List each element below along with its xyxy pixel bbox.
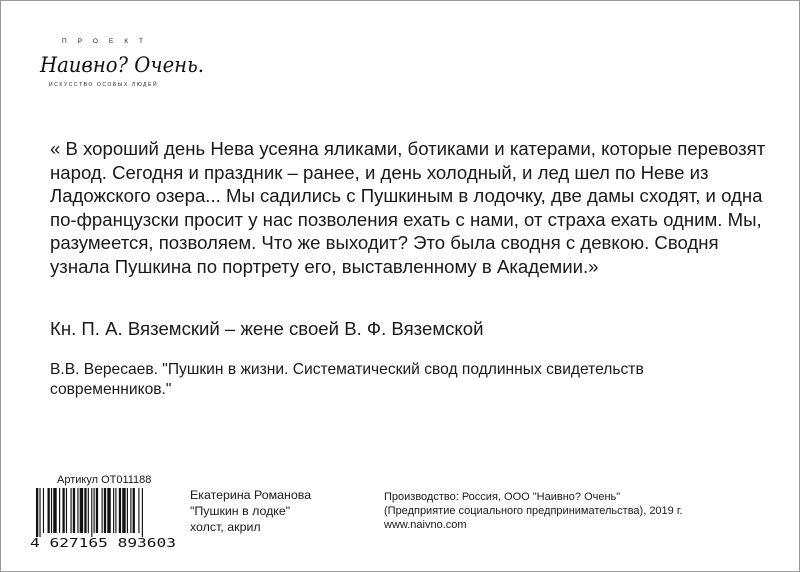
barcode-bar — [94, 488, 95, 533]
barcode-bar — [62, 488, 64, 533]
barcode-bar — [84, 488, 86, 533]
barcode-bar — [104, 488, 106, 533]
barcode-bar — [66, 488, 67, 533]
barcode-bar — [102, 488, 103, 533]
barcode-bar — [36, 488, 38, 537]
logo — [38, 38, 208, 93]
barcode-bar — [138, 488, 139, 533]
barcode-bar — [39, 488, 40, 537]
production-website: www.naivno.com — [384, 519, 467, 531]
barcode-bar — [122, 488, 125, 533]
barcode-bar — [142, 488, 143, 537]
barcode-bar — [77, 488, 78, 533]
barcode-bar — [71, 488, 72, 533]
sku-label: Артикул OT011188 — [57, 474, 152, 486]
barcode-bar — [119, 488, 121, 533]
logo-bottom-text: ИСКУССТВО ОСОБЫХ ЛЮДЕЙ — [49, 82, 159, 88]
barcode-bar — [53, 488, 56, 533]
production-line-1: Производство: Россия, ООО "Наивно? Очень" — [384, 491, 621, 503]
barcode-bar — [51, 488, 52, 533]
barcode-bar — [107, 488, 110, 533]
logo-mark — [38, 48, 208, 82]
barcode-bar — [43, 488, 44, 533]
barcode-bar — [130, 488, 131, 533]
production-line-2: (Предприятие социального предпринимательства), 2019 г. — [384, 505, 683, 517]
artist-name: Екатерина Романова — [190, 488, 312, 502]
artwork-title: "Пушкин в лодке" — [190, 504, 291, 518]
barcode-bar — [96, 488, 98, 533]
barcode-bar — [115, 488, 116, 533]
barcode-bar — [48, 488, 50, 533]
barcode-bar — [88, 488, 89, 533]
barcode-bar — [59, 488, 60, 533]
barcode-bar — [80, 488, 83, 533]
barcode-bar — [133, 488, 135, 533]
source-citation: В.В. Вересаев. "Пушкин в жизни. Систематический свод подлинных свидетельств современников." — [50, 361, 644, 398]
artwork-medium: холст, акрил — [190, 520, 261, 534]
logo-mark-text: Наивно? Очень. — [39, 53, 204, 77]
barcode-bar — [127, 488, 128, 533]
barcode-bar — [91, 488, 92, 537]
artwork-info — [190, 487, 311, 535]
attribution: Кн. П. А. Вяземский – жене своей В. Ф. Вяземской — [50, 318, 484, 339]
barcode-digits: 4 627165 893603 — [30, 535, 176, 548]
barcode-bar — [73, 488, 75, 533]
barcode-bar — [113, 488, 114, 533]
barcode-bars — [36, 488, 143, 537]
barcode — [30, 488, 180, 548]
logo-top-text: ПРОЕКТ — [62, 38, 155, 45]
quote-text: « В хороший день Нева усеяна яликами, ботиками и катерами, которые перевозят народ. Сегодня и праздник – ранее, и день холодный, и лед шел по Неве из Ладожского озера... Мы садились с Пушкиным в лодочку, две дамы сходят, и одна по-французски просит у нас позволения ехать с нами, от страха ехать одним. Мы, разумеется, позволяем. Что же выходит? Это была сводня с девкою. Сводня узнала Пушкина по портрету его, выставленному в Академии.» — [50, 138, 766, 277]
production-info — [384, 490, 683, 532]
